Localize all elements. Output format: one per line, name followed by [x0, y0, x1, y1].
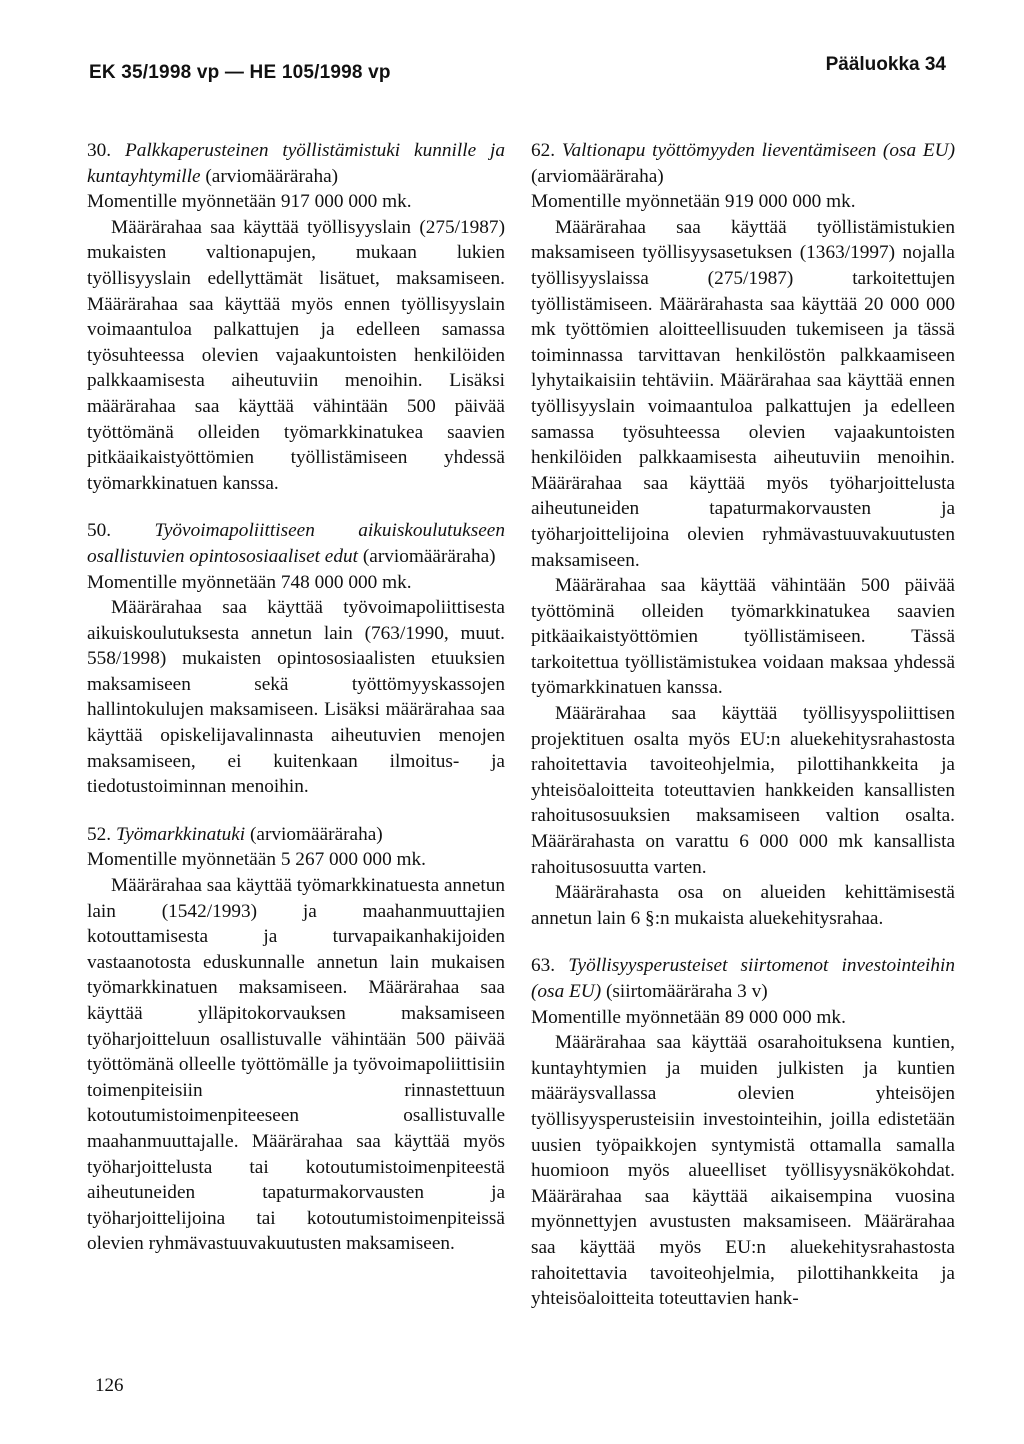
section-name: Työmarkkinatuki	[115, 823, 246, 845]
section-63	[531, 953, 955, 1311]
section-63-title	[531, 953, 955, 1004]
section-number: 30.	[87, 140, 112, 161]
body-paragraph: Määrärahaa saa käyttää osarahoituksena kuntien, kuntayhtymien ja muiden julkisten ja kuntien määräysvallassa olevien yhteisöjen työllisyysperusteisiin investointeihin, joilla edistetään uusien työpaikkojen syntymistä ottamalla samalla huomioon myös alueelliset työllisyysnäkökohdat. Määrärahaa saa käyttää aikaisempina vuosina myönnettyjen avustusten maksamiseen. Määrärahaa saa käyttää myös EU:n aluekehitysrahastosta rahoitettavia tavoiteohjelmia, pilottihankkeita ja yhteisöaloitteita toteuttavien hank-	[531, 1032, 955, 1310]
appropriation-type: (arviomääräraha)	[362, 545, 496, 567]
section-name: Palkkaperusteinen työllistämistuki kunnille ja kuntayhtymille	[87, 140, 505, 187]
right-column	[531, 138, 955, 1334]
grant-amount: Momentille myönnetään 748 000 000 mk.	[87, 571, 412, 593]
running-header: EK 35/1998 vp — HE 105/1998 vp	[89, 62, 391, 83]
body-paragraph: Määrärahaa saa käyttää työmarkkinatuesta annetun lain (1542/1993) ja maahanmuuttajien kotouttamisesta ja turvapaikanhakijoiden vastaanotosta eduskunnalle annetun lain mukaisen työmarkkinatuen maksamiseen. Määrärahaa saa käyttää ylläpitokorvauksen maksamiseen työharjoitteluun osallistuvalle vähintään 500 päivää työttömänä olleelle työttömälle ja työvoimapoliittisiin toimenpiteisiin rinnastettuun kotoutumistoimenpiteeseen osallistuvalle maahanmuuttajalle. Määrärahaa saa käyttää myös työharjoittelusta tai kotoutumistoimenpiteestä aiheutuneiden tapaturmakorvausten ja työharjoittelijoina tai kotoutumistoimenpiteissä olevien ryhmävastuuvakuutusten maksamiseen.	[87, 875, 506, 1255]
section-number: 62.	[531, 140, 556, 161]
section-30-title	[87, 138, 505, 189]
section-name: Valtionapu työttömyyden lieventämiseen (osa EU)	[561, 140, 955, 161]
appropriation-type: (arviomääräraha)	[250, 823, 383, 845]
body-paragraph: Määrärahaa saa käyttää työllisyyslain (275/1987) mukaisten valtionapujen, mukaan lukien työllisyyslain edellyttämät lisätuet, maksamiseen. Määrärahaa saa käyttää myös ennen työllisyyslain voimaantuloa palkattujen ja edelleen samassa työsuhteessa olevien vajaakuntoisten henkilöiden palkkaamisesta aiheutuviin menoihin. Lisäksi määrärahaa saa käyttää vähintään 500 päivää työttömänä olleiden työmarkkinatukea saavien pitkäaikaistyöttömien työllistämiseen yhdessä työmarkkinatuen kanssa.	[87, 216, 505, 494]
grant-amount: Momentille myönnetään 5 267 000 000 mk.	[87, 849, 426, 871]
section-number: 52.	[87, 823, 112, 845]
section-name: Työllisyysperusteiset siirtomenot investointeihin (osa EU)	[531, 955, 955, 1002]
body-paragraph: Määrärahaa saa käyttää työllisyyspoliittisen projektituen osalta myös EU:n aluekehitysrahastosta rahoitettavia tavoiteohjelmia, pilottihankkeita ja yhteisöaloitteita toteuttavien hankkeiden kansallisten rahoitusosuuksien maksamiseen valtion osalta. Määrärahasta on varattu 6 000 000 mk kansallista rahoitusosuutta varten.	[531, 703, 955, 878]
section-52-title	[87, 822, 505, 848]
appropriation-type: (arviomääräraha)	[531, 165, 664, 187]
section-number: 50.	[87, 520, 112, 542]
grant-amount: Momentille myönnetään 917 000 000 mk.	[87, 191, 412, 213]
section-name: Työvoimapoliittiseen aikuiskoulutukseen osallistuvien opintososiaaliset edut	[87, 520, 505, 567]
body-paragraph: Määrärahaa saa käyttää työllistämistukien maksamiseen työllisyysasetuksen (1363/1997) nojalla työllisyyslaissa (275/1987) tarkoitettujen työllistämiseen. Määrärahasta saa käyttää 20 000 000 mk työttömien aloitteellisuuden tukemiseen ja tässä toiminnassa tarvittavan henkilöstön palkkaamiseen lyhytaikaisiin tehtäviin. Määrärahaa saa käyttää ennen työllisyyslain voimaantuloa palkattujen ja edelleen samassa työsuhteessa olevien vajaakuntoisten henkilöiden palkkaamisesta aiheutuviin menoihin. Määrärahaa saa käyttää myös työharjoittelusta aiheutuneiden tapaturmakorvausten ja työharjoittelijoina olevien ryhmävastuuvakuutusten maksamiseen.	[531, 216, 955, 571]
section-62	[531, 138, 955, 931]
body-paragraph: Määrärahasta osa on alueiden kehittämisestä annetun lain 6 §:n mukaista aluekehitysrahaa.	[531, 882, 955, 929]
body-paragraph: Määrärahaa saa käyttää vähintään 500 päivää työttöminä olleiden työmarkkinatukea saavien pitkäaikaistyöttömien työllistämiseen. Tässä tarkoitettua työllistämistukea voidaan maksaa yhdessä työmarkkinatuen kanssa.	[531, 575, 955, 699]
appropriation-type: (arviomääräraha)	[205, 165, 339, 187]
section-50	[87, 518, 505, 800]
body-paragraph: Määrärahaa saa käyttää työvoimapoliittisesta aikuiskoulutuksesta annetun lain (763/1990, muut. 558/1998) mukaisten opintososiaalisten etuuksien maksamiseen sekä työttömyyskassojen hallintokulujen maksamiseen. Lisäksi määrärahaa saa käyttää opiskelijavalinnasta aiheutuvien menojen maksamiseen, ei kuitenkaan ilmoitus- ja tiedotustoiminnan menoihin.	[87, 597, 505, 798]
page-number: 126	[95, 1375, 124, 1396]
grant-amount: Momentille myönnetään 919 000 000 mk.	[531, 191, 856, 213]
main-class-label: Pääluokka 34	[825, 54, 946, 75]
section-number: 63.	[531, 955, 556, 977]
section-50-title	[87, 518, 505, 569]
section-62-title	[531, 138, 955, 189]
left-column	[87, 138, 505, 1279]
section-30	[87, 138, 505, 496]
grant-amount: Momentille myönnetään 89 000 000 mk.	[531, 1006, 846, 1028]
section-52	[87, 822, 505, 1257]
appropriation-type: (siirtomääräraha 3 v)	[605, 981, 768, 1002]
